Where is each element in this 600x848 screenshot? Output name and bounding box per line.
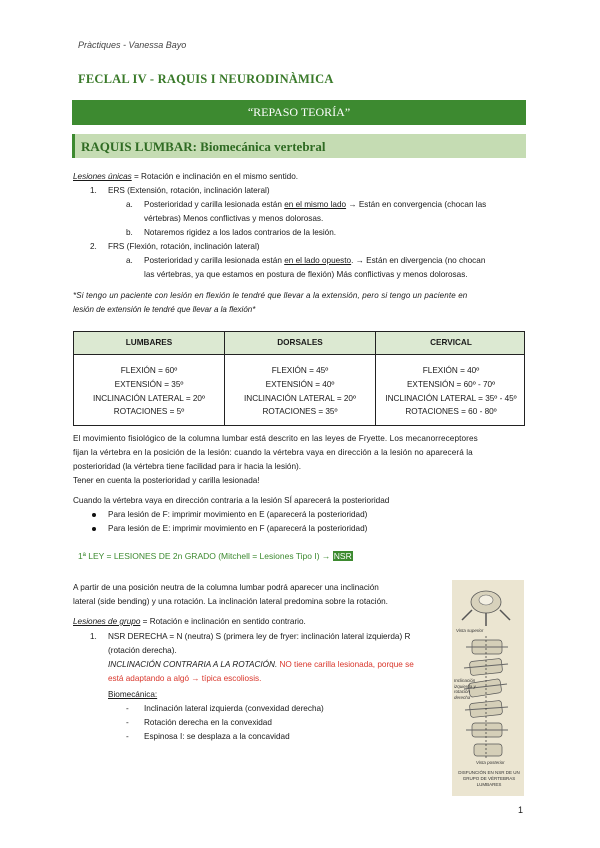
table-value: FLEXIÓN = 60º [120,366,178,375]
sub-text: Posterioridad y carilla lesionada están [144,200,285,209]
table-value: FLEXIÓN = 45º [271,366,329,375]
lesiones-unicas-text: = Rotación e inclinación en el mismo sentido. [131,172,299,181]
nsr-tag: NSR [333,551,352,561]
sub-underline: en el lado opuesto [284,256,352,265]
section-heading: RAQUIS LUMBAR: Biomecánica vertebral [72,134,526,158]
table-value: ROTACIONES = 60 - 80º [405,407,497,417]
table-cell-lumbares [74,364,224,419]
lesiones-unicas-label: Lesiones únicas [73,172,132,181]
table-value: EXTENSIÓN = 40º [265,379,335,389]
figure-label-top: Vista superior [456,628,484,633]
sub-item-frs-a [126,254,485,268]
list-number: 1. [90,186,97,195]
nsr-derecha-text: NSR DERECHA = N (neutra) S (primera ley de fryer: inclinación lateral izquierda) R [108,632,411,641]
table-value: EXTENSIÓN = 35º [114,379,184,389]
note-line-2: lesión de extensión le tendré que llevar a la flexión* [73,305,256,314]
biomechanics-item [126,730,290,744]
fryette-line-2: fijan la vértebra en la posición de la lesión: cuando la vértebra vaya en dirección a la lesión no aparecerá la [73,448,473,457]
table-header-cervical: CERVICAL [430,338,472,347]
dash-icon: - [126,718,129,727]
table-header-lumbares: LUMBARES [125,338,173,347]
sub-item-frs-a-cont: las vértebras, ya que estamos en postura de flexión) Más conflictivas y menos dolorosas. [144,270,468,279]
neutral-line-2: lateral (side bending) y una rotación. La inclinación lateral predomina sobre la rotación. [73,597,388,606]
biomechanics-text: Espinosa I: se desplaza a la concavidad [144,732,290,741]
nsr-red-line-2: está adaptando a algó → típica escoliosis. [108,674,262,683]
sub-item-ers-a-cont: vértebras) Menos conflictivas y menos dolorosas. [144,214,324,223]
lesiones-unicas-line [73,170,298,184]
figure-label-mid: Inclinación izquierda y rotación derecha [454,678,476,700]
table-value: INCLINACIÓN LATERAL = 20º [244,393,356,403]
figure-caption: DISFUNCIÓN EN NSR DE UN GRUPO DE VÉRTEBRAS LUMBARES [458,770,520,787]
contraria-intro: Cuando la vértebra vaya en dirección contraria a la lesión SÍ aparecerá la posterioridad [73,496,390,505]
vertebrae-illustration [452,580,524,796]
list-number: 2. [90,242,97,251]
fryette-line-3: posterioridad (la vértebra tiene facilidad para ir hacia la lesión). [73,462,302,471]
document-title: FECLAL IV - RAQUIS I NEURODINÀMICA [78,72,334,86]
nsr-derecha-line-1 [90,630,410,644]
fryette-line-1: El movimiento fisiológico de la columna lumbar está descrito en las leyes de Fryette. Los mecanorreceptores [73,434,478,443]
list-item-frs [90,240,260,254]
fryette-line-4: Tener en cuenta la posterioridad y carilla lesionada! [73,476,260,485]
red-note: NO tiene carilla lesionada, porque se [279,660,414,669]
bullet-lesion-e [92,522,367,536]
note-line-1: *Si tengo un paciente con lesión en flexión le tendré que llevar a la extensión, pero si tengo un paciente en [73,291,468,300]
table-value: INCLINACIÓN LATERAL = 20º [93,393,205,403]
sub-letter: a. [126,200,133,209]
biomechanics-item [126,716,272,730]
sub-item-ers-a [126,198,486,212]
page-header: Pràctiques - Vanessa Bayo [78,40,187,50]
group-lesions-label: Lesiones de grupo [73,617,141,626]
first-law-text: 1ª LEY = LESIONES DE 2n GRADO (Mitchell = Lesiones Tipo I) → [78,551,333,561]
biomechanics-text: Rotación derecha en la convexidad [144,718,272,727]
table-value: EXTENSIÓN = 60º - 70º [406,379,496,389]
sub-text-post: . → Están en divergencia (no chocan [351,256,486,265]
biomechanics-text: Inclinación lateral izquierda (convexidad derecha) [144,704,324,713]
table-cell-cervical [376,364,526,419]
group-lesions-line [73,615,306,629]
dash-icon: - [126,704,129,713]
table-header-dorsales: DORSALES [277,338,323,347]
range-of-motion-table [73,331,525,426]
bullet-dot-icon [92,513,96,517]
dash-icon: - [126,732,129,741]
biomechanics-item [126,702,324,716]
table-value: INCLINACIÓN LATERAL = 35º - 45º [385,393,517,403]
bullet-dot-icon [92,527,96,531]
first-law-heading [78,551,353,561]
bullet-text: Para lesión de F: imprimir movimiento en E (aparecerá la posterioridad) [108,510,368,519]
list-item-ers [90,184,270,198]
review-banner: “REPASO TEORÍA” [72,100,526,125]
group-lesions-text: = Rotación e inclinación en sentido contrario. [140,617,306,626]
inclination-note: INCLINACIÓN CONTRARIA A LA ROTACIÓN. [108,660,280,669]
nsr-red-line-1 [108,658,414,672]
list-number: 1. [90,632,97,641]
bullet-lesion-f [92,508,367,522]
table-cell-dorsales [225,364,375,419]
list-item-title: ERS (Extensión, rotación, inclinación lateral) [108,186,270,195]
sub-underline: en el mismo lado [284,200,347,209]
sub-text: Posterioridad y carilla lesionada están [144,256,285,265]
sub-item-ers-b [126,226,336,240]
neutral-line-1: A partir de una posición neutra de la columna lumbar podrá aparecer una inclinación [73,583,379,592]
sub-text-post: → Están en convergencia (chocan las [346,200,487,209]
sub-text: Notaremos rigidez a los lados contrarios de la lesión. [144,228,337,237]
list-item-title: FRS (Flexión, rotación, inclinación lateral) [108,242,260,251]
figure-label-bottom: Vista posterior [476,760,505,765]
table-value: ROTACIONES = 35º [262,407,338,417]
table-value: FLEXIÓN = 40º [422,366,480,375]
bullet-text: Para lesión de E: imprimir movimiento en F (aparecerá la posterioridad) [108,524,368,533]
nsr-derecha-line-2: (rotación derecha). [108,646,177,655]
sub-letter: b. [126,228,133,237]
page-number: 1 [518,805,524,815]
biomechanics-label: Biomecánica: [108,690,158,699]
table-value: ROTACIONES = 5º [113,407,185,417]
sub-letter: a. [126,256,133,265]
